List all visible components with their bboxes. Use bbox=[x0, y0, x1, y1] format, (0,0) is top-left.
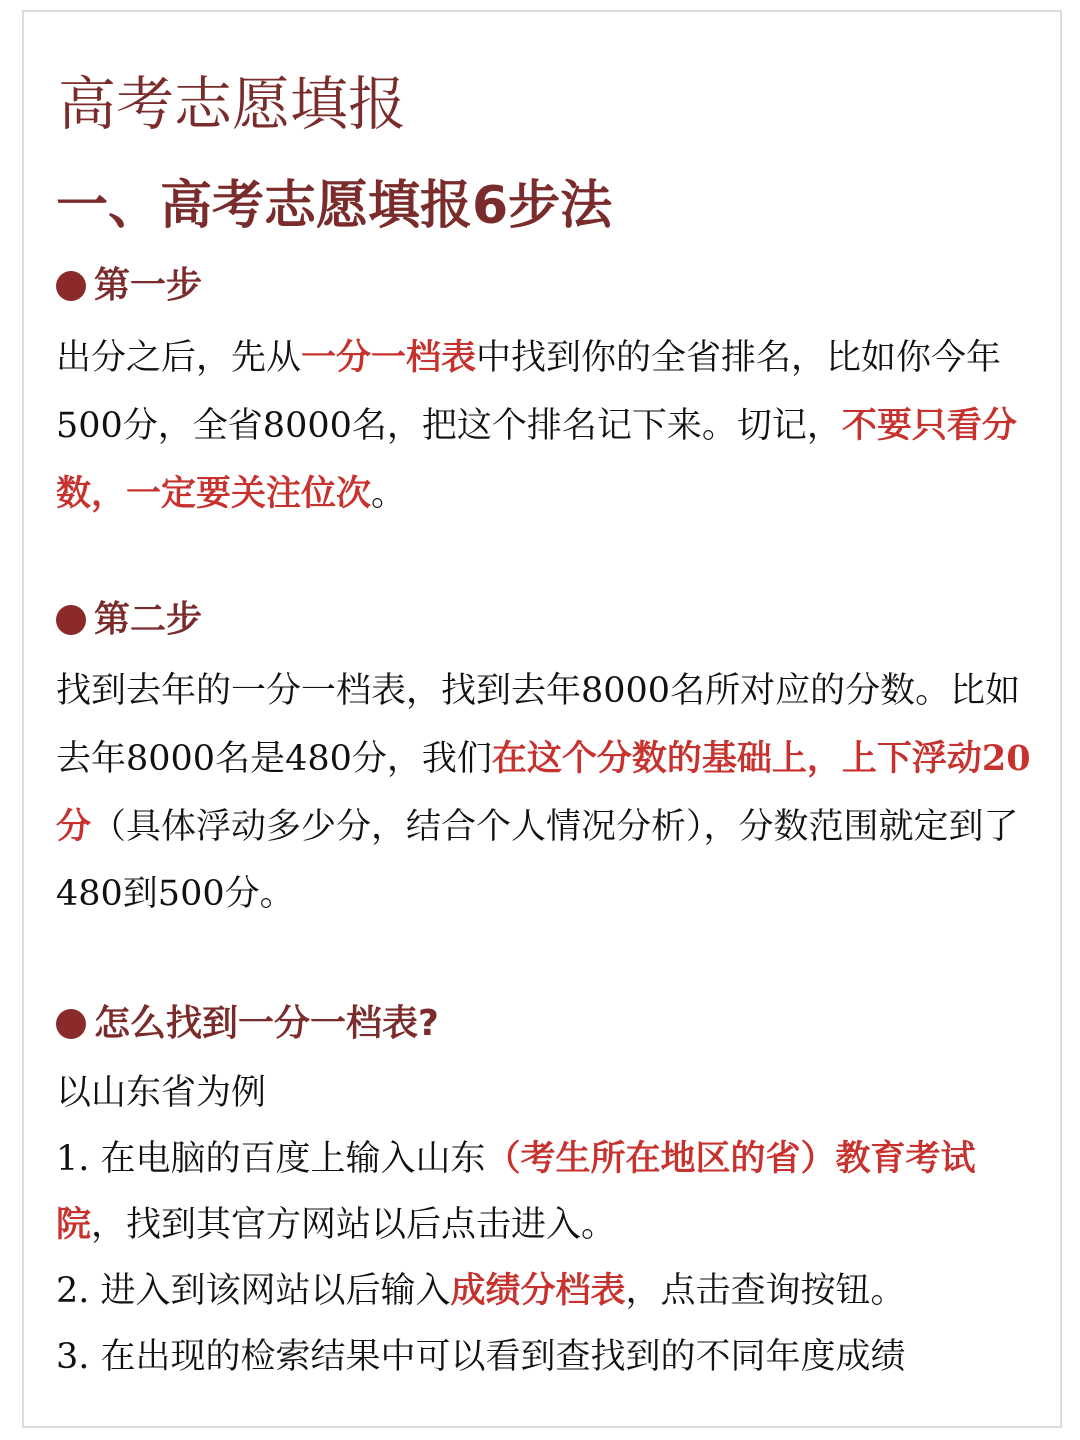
how-to-find-heading bbox=[56, 996, 1036, 1052]
page-title: 高考志愿填报 bbox=[58, 70, 407, 138]
step-two-heading bbox=[56, 592, 1036, 648]
list-item-2-text-1: 2. 进入到该网站以后输入 bbox=[56, 1271, 451, 1311]
bullet-dot-icon bbox=[56, 1009, 86, 1039]
list-item-1 bbox=[56, 1126, 1036, 1258]
list-item-1-text-1: 1. 在电脑的百度上输入山东 bbox=[56, 1139, 486, 1179]
list-item-3-text-1: 3. 在出现的检索结果中可以看到查找到的不同年度成绩 bbox=[56, 1337, 906, 1377]
step-one-text-1: 出分之后，先从 bbox=[56, 338, 302, 378]
bullet-dot-icon bbox=[56, 271, 86, 301]
step-one-text-3: 。 bbox=[371, 474, 407, 514]
step-one-paragraph bbox=[56, 324, 1036, 528]
how-to-find-heading-text: 怎么找到一分一档表? bbox=[94, 1003, 439, 1044]
step-one-highlight-2: 不要只看分数，一定要关注位次 bbox=[56, 405, 1017, 514]
step-one-section bbox=[56, 258, 1036, 528]
list-item-1-text-2: ，找到其官方网站以后点击进入。 bbox=[91, 1205, 617, 1245]
step-two-paragraph bbox=[56, 658, 1036, 928]
step-one-highlight-1: 一分一档表 bbox=[301, 337, 477, 378]
step-two-text-1: 找到去年的一分一档表，找到去年8000名所对应的分数。比如去年8000名是480分，我们 bbox=[56, 671, 1021, 779]
example-intro: 以山东省为例 bbox=[56, 1073, 267, 1113]
step-two-text-2: （具体浮动多少分，结合个人情况分析），分数范围就定到了480到500分。 bbox=[56, 807, 1019, 914]
step-one-heading-text: 第一步 bbox=[94, 265, 203, 306]
list-item-2-text-2: ，点击查询按钮。 bbox=[625, 1271, 906, 1311]
list-item-3 bbox=[56, 1324, 1036, 1390]
list-item-2 bbox=[56, 1258, 1036, 1324]
step-two-highlight-1: 在这个分数的基础上，上下浮动20分 bbox=[56, 738, 1031, 847]
how-to-find-section bbox=[56, 996, 1036, 1390]
step-two-heading-text: 第二步 bbox=[94, 599, 203, 640]
step-two-section bbox=[56, 592, 1036, 928]
section-title: 一、高考志愿填报6步法 bbox=[56, 176, 613, 236]
step-one-heading bbox=[56, 258, 1036, 314]
bullet-dot-icon bbox=[56, 605, 86, 635]
step-one-text-2: 中找到你的全省排名，比如你今年500分，全省8000名，把这个排名记下来。切记， bbox=[56, 338, 1002, 446]
list-item-1-highlight: （考生所在地区的省）教育考试院 bbox=[56, 1138, 976, 1245]
list-item-2-highlight: 成绩分档表 bbox=[450, 1270, 626, 1311]
